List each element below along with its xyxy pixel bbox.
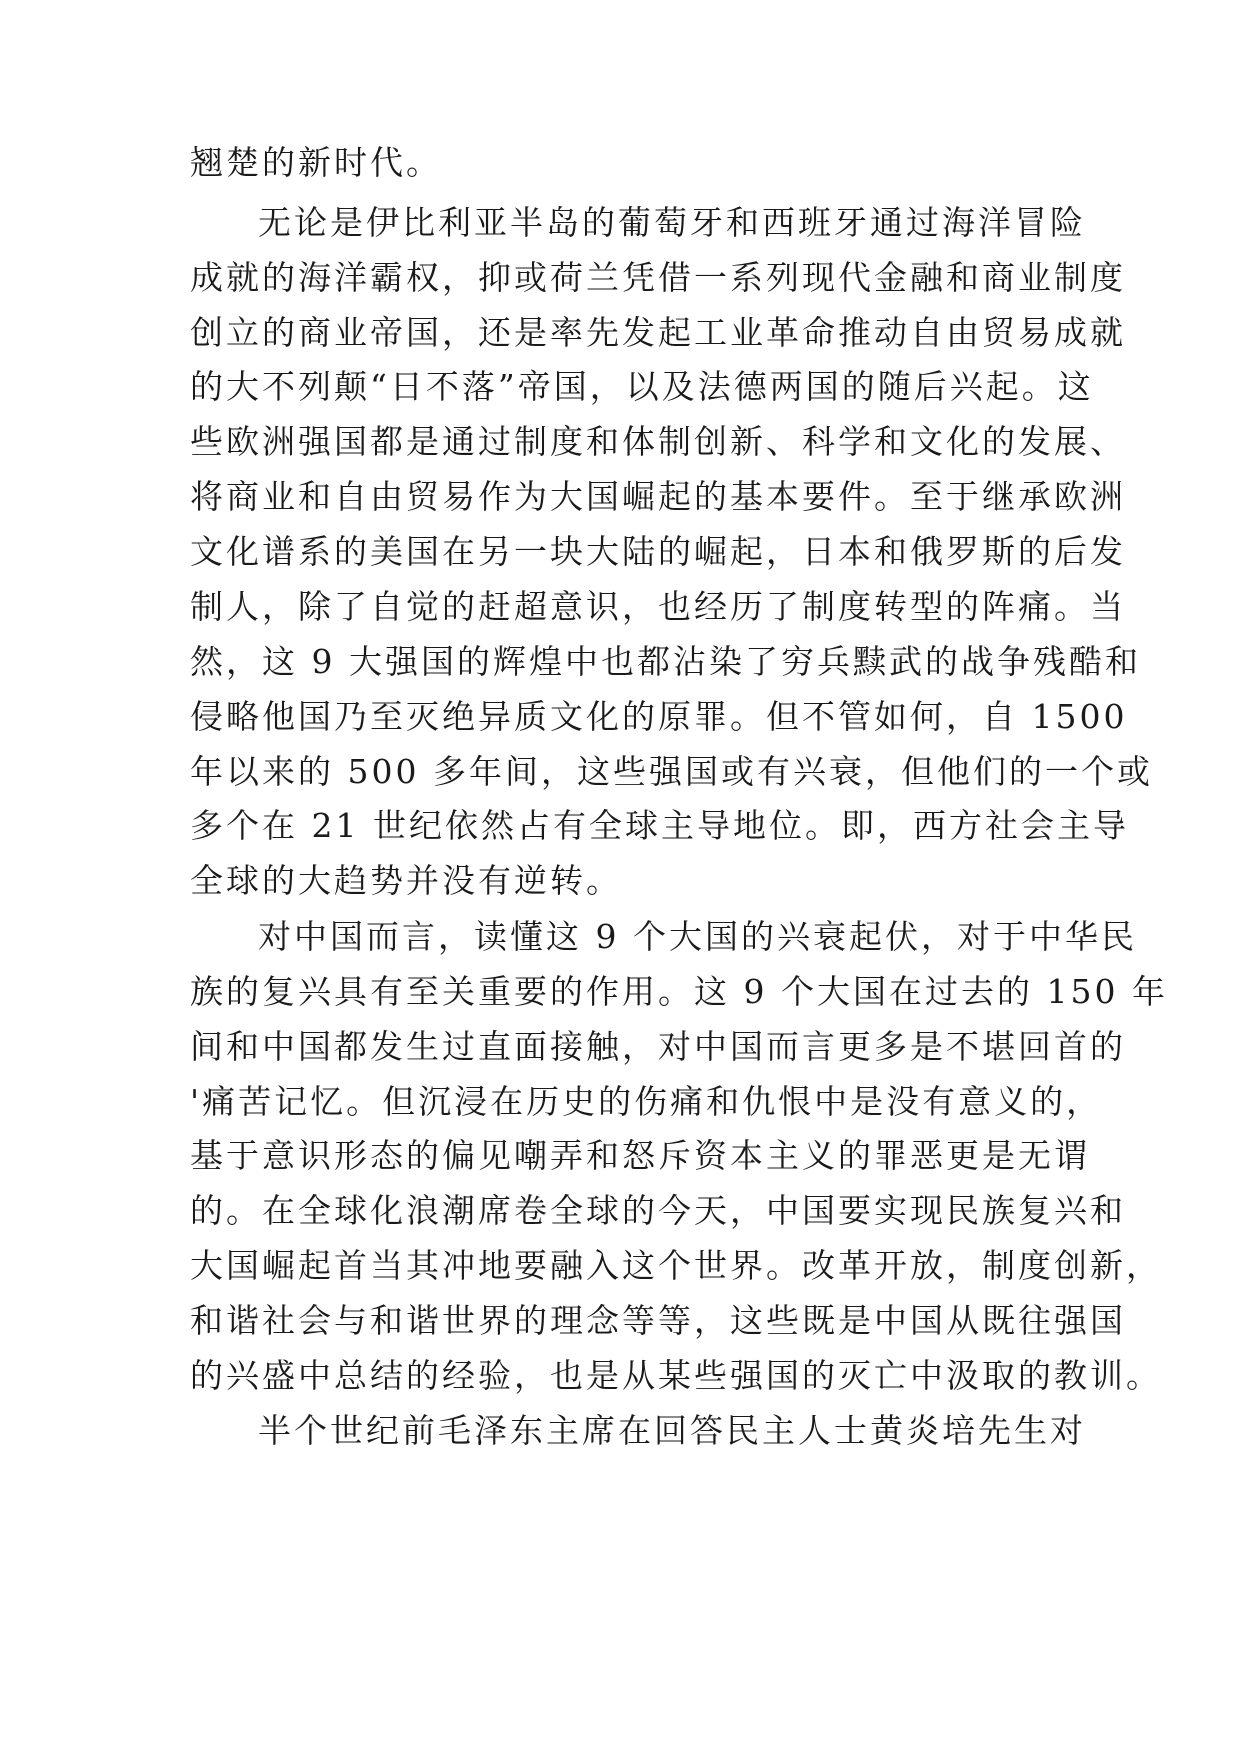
- text-line: 族的复兴具有至关重要的作用。这 9 个大国在过去的 150 年: [190, 972, 1168, 1011]
- text-line: 基于意识形态的偏见嘲弄和怒斥资本主义的罪恶更是无谓: [190, 1136, 1090, 1175]
- paragraph-first-line: 半个世纪前毛泽东主席在回答民主人士黄炎培先生对: [258, 1411, 1086, 1450]
- text-line: 和谐社会与和谐世界的理念等等，这些既是中国从既往强国: [190, 1301, 1126, 1340]
- text-line: 多个在 21 世纪依然占有全球主导地位。即，西方社会主导: [190, 806, 1129, 845]
- text-line: 文化谱系的美国在另一块大陆的崛起，日本和俄罗斯的后发: [190, 532, 1126, 571]
- text-line: 年以来的 500 多年间，这些强国或有兴衰，但他们的一个或: [190, 752, 1153, 791]
- text-line: 大国崛起首当其冲地要融入这个世界。改革开放，制度创新，: [190, 1246, 1162, 1285]
- text-line: 创立的商业帝国，还是率先发起工业革命推动自由贸易成就: [190, 313, 1126, 352]
- text-line: '痛苦记忆。但沉浸在历史的伤痛和仇恨中是没有意义的，: [190, 1082, 1103, 1121]
- text-line: 些欧洲强国都是通过制度和体制创新、科学和文化的发展、: [190, 422, 1126, 461]
- text-line: 的。在全球化浪潮席卷全球的今天，中国要实现民族复兴和: [190, 1191, 1126, 1230]
- text-line: 全球的大趋势并没有逆转。: [190, 861, 622, 900]
- text-line: 翘楚的新时代。: [190, 143, 442, 182]
- text-line: 的兴盛中总结的经验，也是从某些强国的灭亡中汲取的教训。: [190, 1356, 1162, 1395]
- text-line: 成就的海洋霸权，抑或荷兰凭借一系列现代金融和商业制度: [190, 258, 1126, 297]
- text-line: 间和中国都发生过直面接触，对中国而言更多是不堪回首的: [190, 1027, 1126, 1066]
- text-line: 然，这 9 大强国的辉煌中也都沾染了穷兵黩武的战争残酷和: [190, 642, 1141, 681]
- text-line: 制人，除了自觉的赶超意识，也经历了制度转型的阵痛。当: [190, 587, 1126, 626]
- text-line: 侵略他国乃至灭绝异质文化的原罪。但不管如何，自 1500: [190, 697, 1128, 736]
- paragraph-first-line: 无论是伊比利亚半岛的葡萄牙和西班牙通过海洋冒险: [258, 203, 1086, 242]
- paragraph-first-line: 对中国而言，读懂这 9 个大国的兴衰起伏，对于中华民: [258, 917, 1137, 956]
- text-line: 的大不列颠“日不落”帝国，以及法德两国的随后兴起。这: [190, 367, 1094, 406]
- text-line: 将商业和自由贸易作为大国崛起的基本要件。至于继承欧洲: [190, 477, 1126, 516]
